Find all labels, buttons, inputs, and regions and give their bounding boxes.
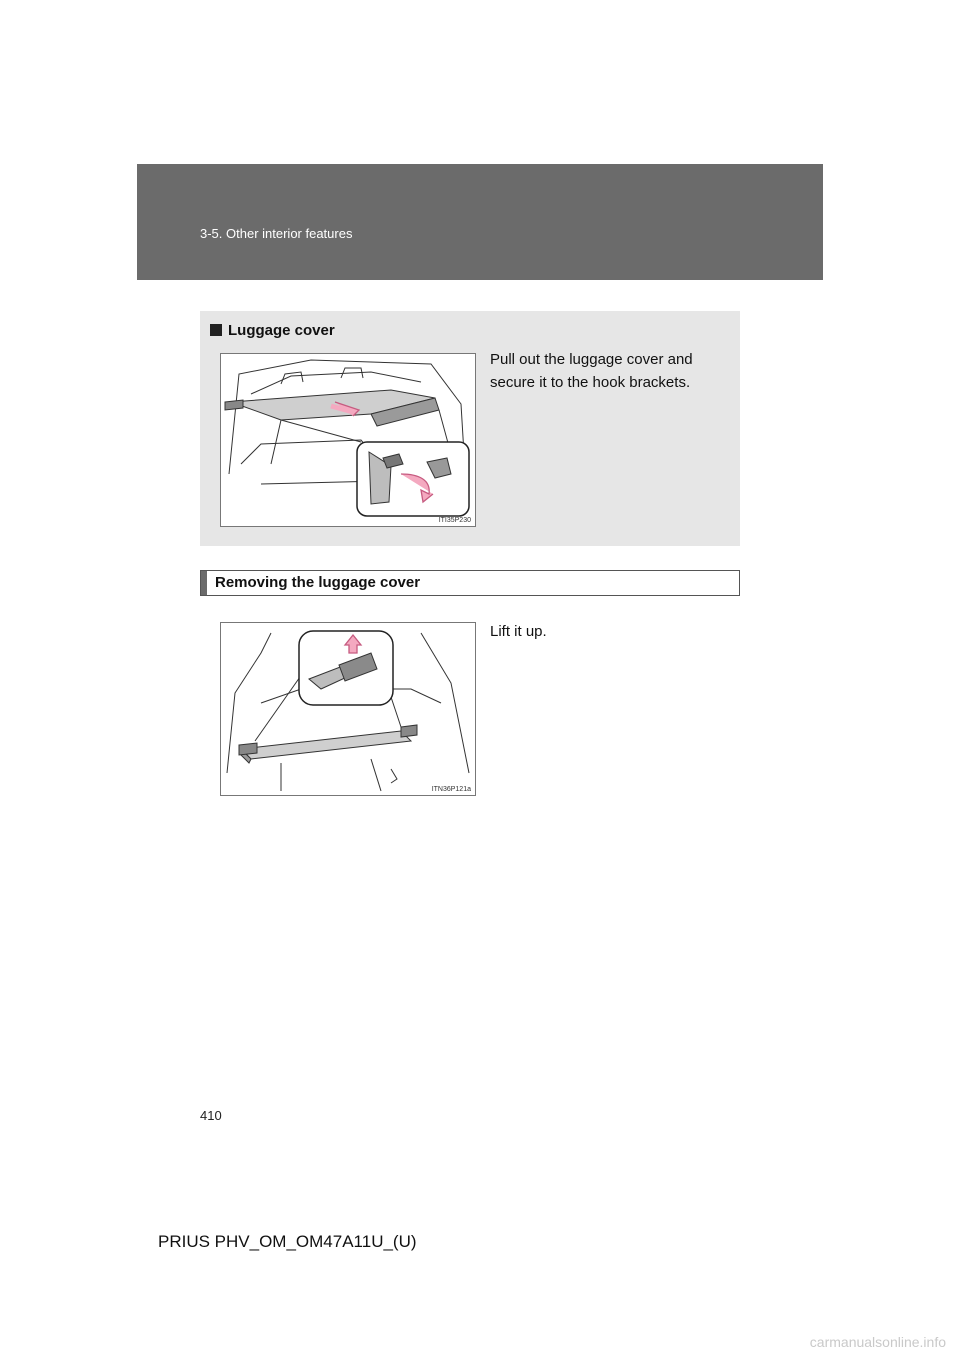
subheading-text: Removing the luggage cover xyxy=(215,574,421,591)
removing-instruction: Lift it up. xyxy=(490,623,547,640)
instruction-line-1: Pull out the luggage cover and xyxy=(490,351,693,368)
box-title-text: Luggage cover xyxy=(228,322,335,339)
header-band xyxy=(137,164,823,280)
watermark: carmanualsonline.info xyxy=(809,1334,946,1350)
document-id: PRIUS PHV_OM_OM47A11U_(U) xyxy=(158,1232,417,1251)
image-code: ITN36P121a xyxy=(431,786,471,793)
instruction-line-2: secure it to the hook brackets. xyxy=(490,374,691,391)
luggage-cover-instruction xyxy=(490,348,693,394)
luggage-cover-illustration xyxy=(220,353,476,527)
image-code: ITI35P230 xyxy=(438,517,471,524)
subheading-bar xyxy=(201,571,207,595)
box-title xyxy=(210,322,335,339)
square-bullet-icon xyxy=(210,324,222,336)
luggage-cover-box xyxy=(200,311,740,546)
removing-subheading xyxy=(200,570,740,596)
page-number: 410 xyxy=(200,1108,222,1123)
section-label: 3-5. Other interior features xyxy=(200,226,353,241)
removing-illustration xyxy=(220,622,476,796)
